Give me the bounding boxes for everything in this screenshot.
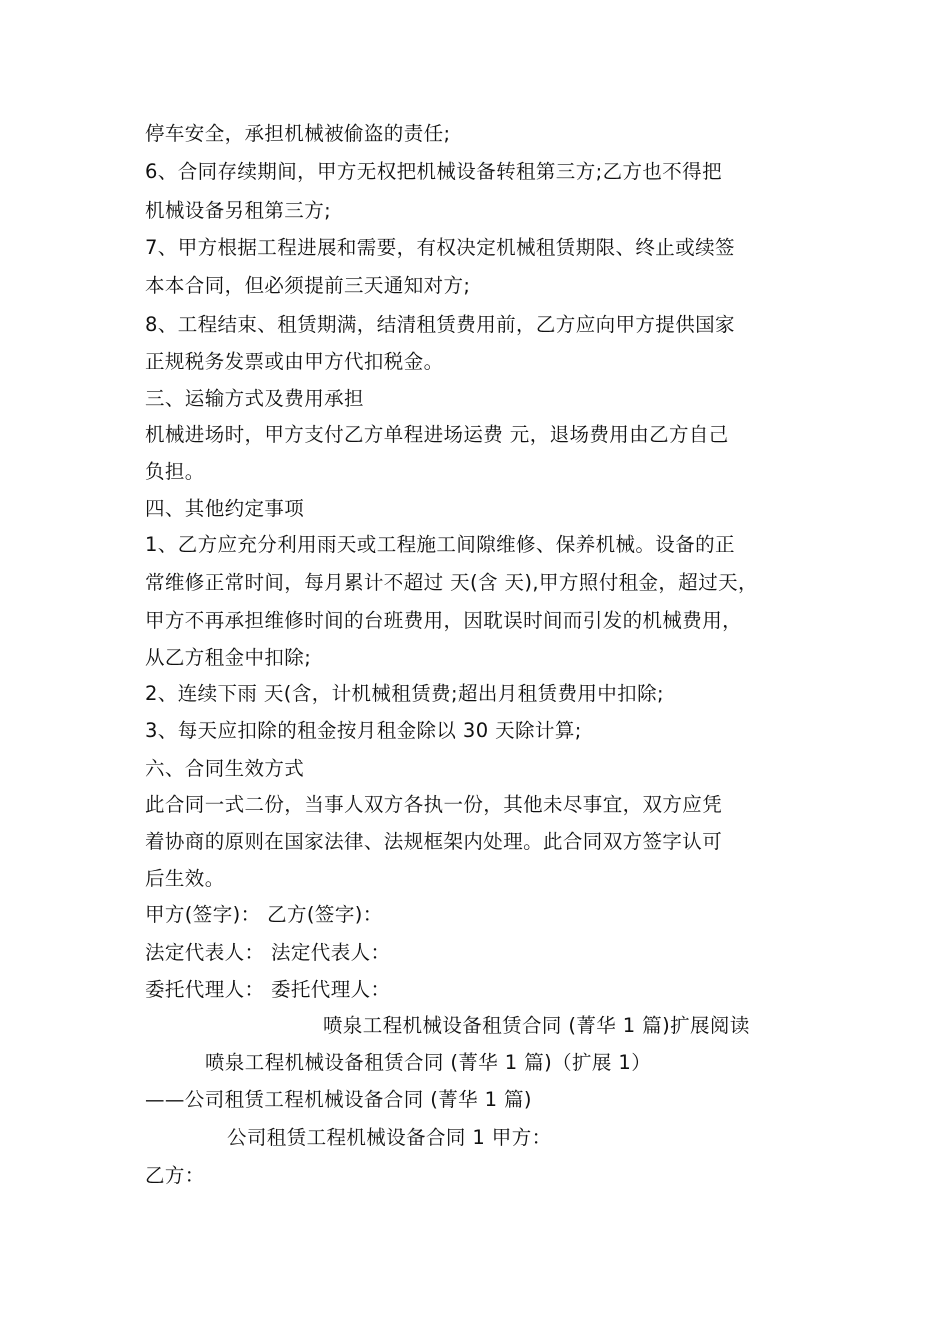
text-line-2: 6、合同存续期间，甲方无权把机械设备转租第三方;乙方也不得把 [145,160,722,183]
contract-party-a: 公司租赁工程机械设备合同 1 甲方： [227,1126,552,1149]
text-line-3: 机械设备另租第三方; [145,199,332,222]
section-heading-4: 四、其他约定事项 [145,497,305,520]
extended-reading-title: 喷泉工程机械设备租赁合同 (菁华 1 篇)扩展阅读 [323,1014,750,1037]
section-heading-3: 三、运输方式及费用承担 [145,387,364,410]
text-line-16: 2、连续下雨 天(含，计机械租赁费;超出月租赁费用中扣除; [145,682,664,705]
text-line-1: 停车安全，承担机械被偷盗的责任; [145,122,451,145]
text-line-20: 着协商的原则在国家法律、法规框架内处理。此合同双方签字认可 [145,830,723,853]
text-line-7: 正规税务发票或由甲方代扣税金。 [145,350,444,373]
text-line-5: 本本合同，但必须提前三天通知对方; [145,274,471,297]
text-line-12: 1、乙方应充分利用雨天或工程施工间隙维修、保养机械。设备的正 [145,533,735,556]
text-line-4: 7、甲方根据工程进展和需要，有权决定机械租赁期限、终止或续签 [145,236,735,259]
text-line-13: 常维修正常时间，每月累计不超过 天(含 天),甲方照付租金，超过天， [145,571,758,594]
extended-reading-subtitle: 喷泉工程机械设备租赁合同 (菁华 1 篇)（扩展 1） [205,1051,652,1074]
extended-reading-dash-title: ——公司租赁工程机械设备合同 (菁华 1 篇) [145,1088,532,1111]
signature-line-party: 甲方(签字)： 乙方(签字)： [145,903,383,926]
section-heading-6: 六、合同生效方式 [145,757,305,780]
signature-line-agent: 委托代理人： 委托代理人： [145,978,391,1001]
contract-party-b: 乙方： [145,1164,205,1187]
text-line-10: 负担。 [145,460,205,483]
text-line-17: 3、每天应扣除的租金按月租金除以 30 天除计算; [145,719,582,742]
text-line-6: 8、工程结束、租赁期满，结清租赁费用前，乙方应向甲方提供国家 [145,313,735,336]
text-line-15: 从乙方租金中扣除; [145,646,312,669]
text-line-9: 机械进场时，甲方支付乙方单程进场运费 元，退场费用由乙方自己 [145,423,729,446]
text-line-19: 此合同一式二份，当事人双方各执一份，其他未尽事宜，双方应凭 [145,793,723,816]
text-line-21: 后生效。 [145,867,225,890]
signature-line-representative: 法定代表人： 法定代表人： [145,941,391,964]
text-line-14: 甲方不再承担维修时间的台班费用，因耽误时间而引发的机械费用， [145,609,743,632]
